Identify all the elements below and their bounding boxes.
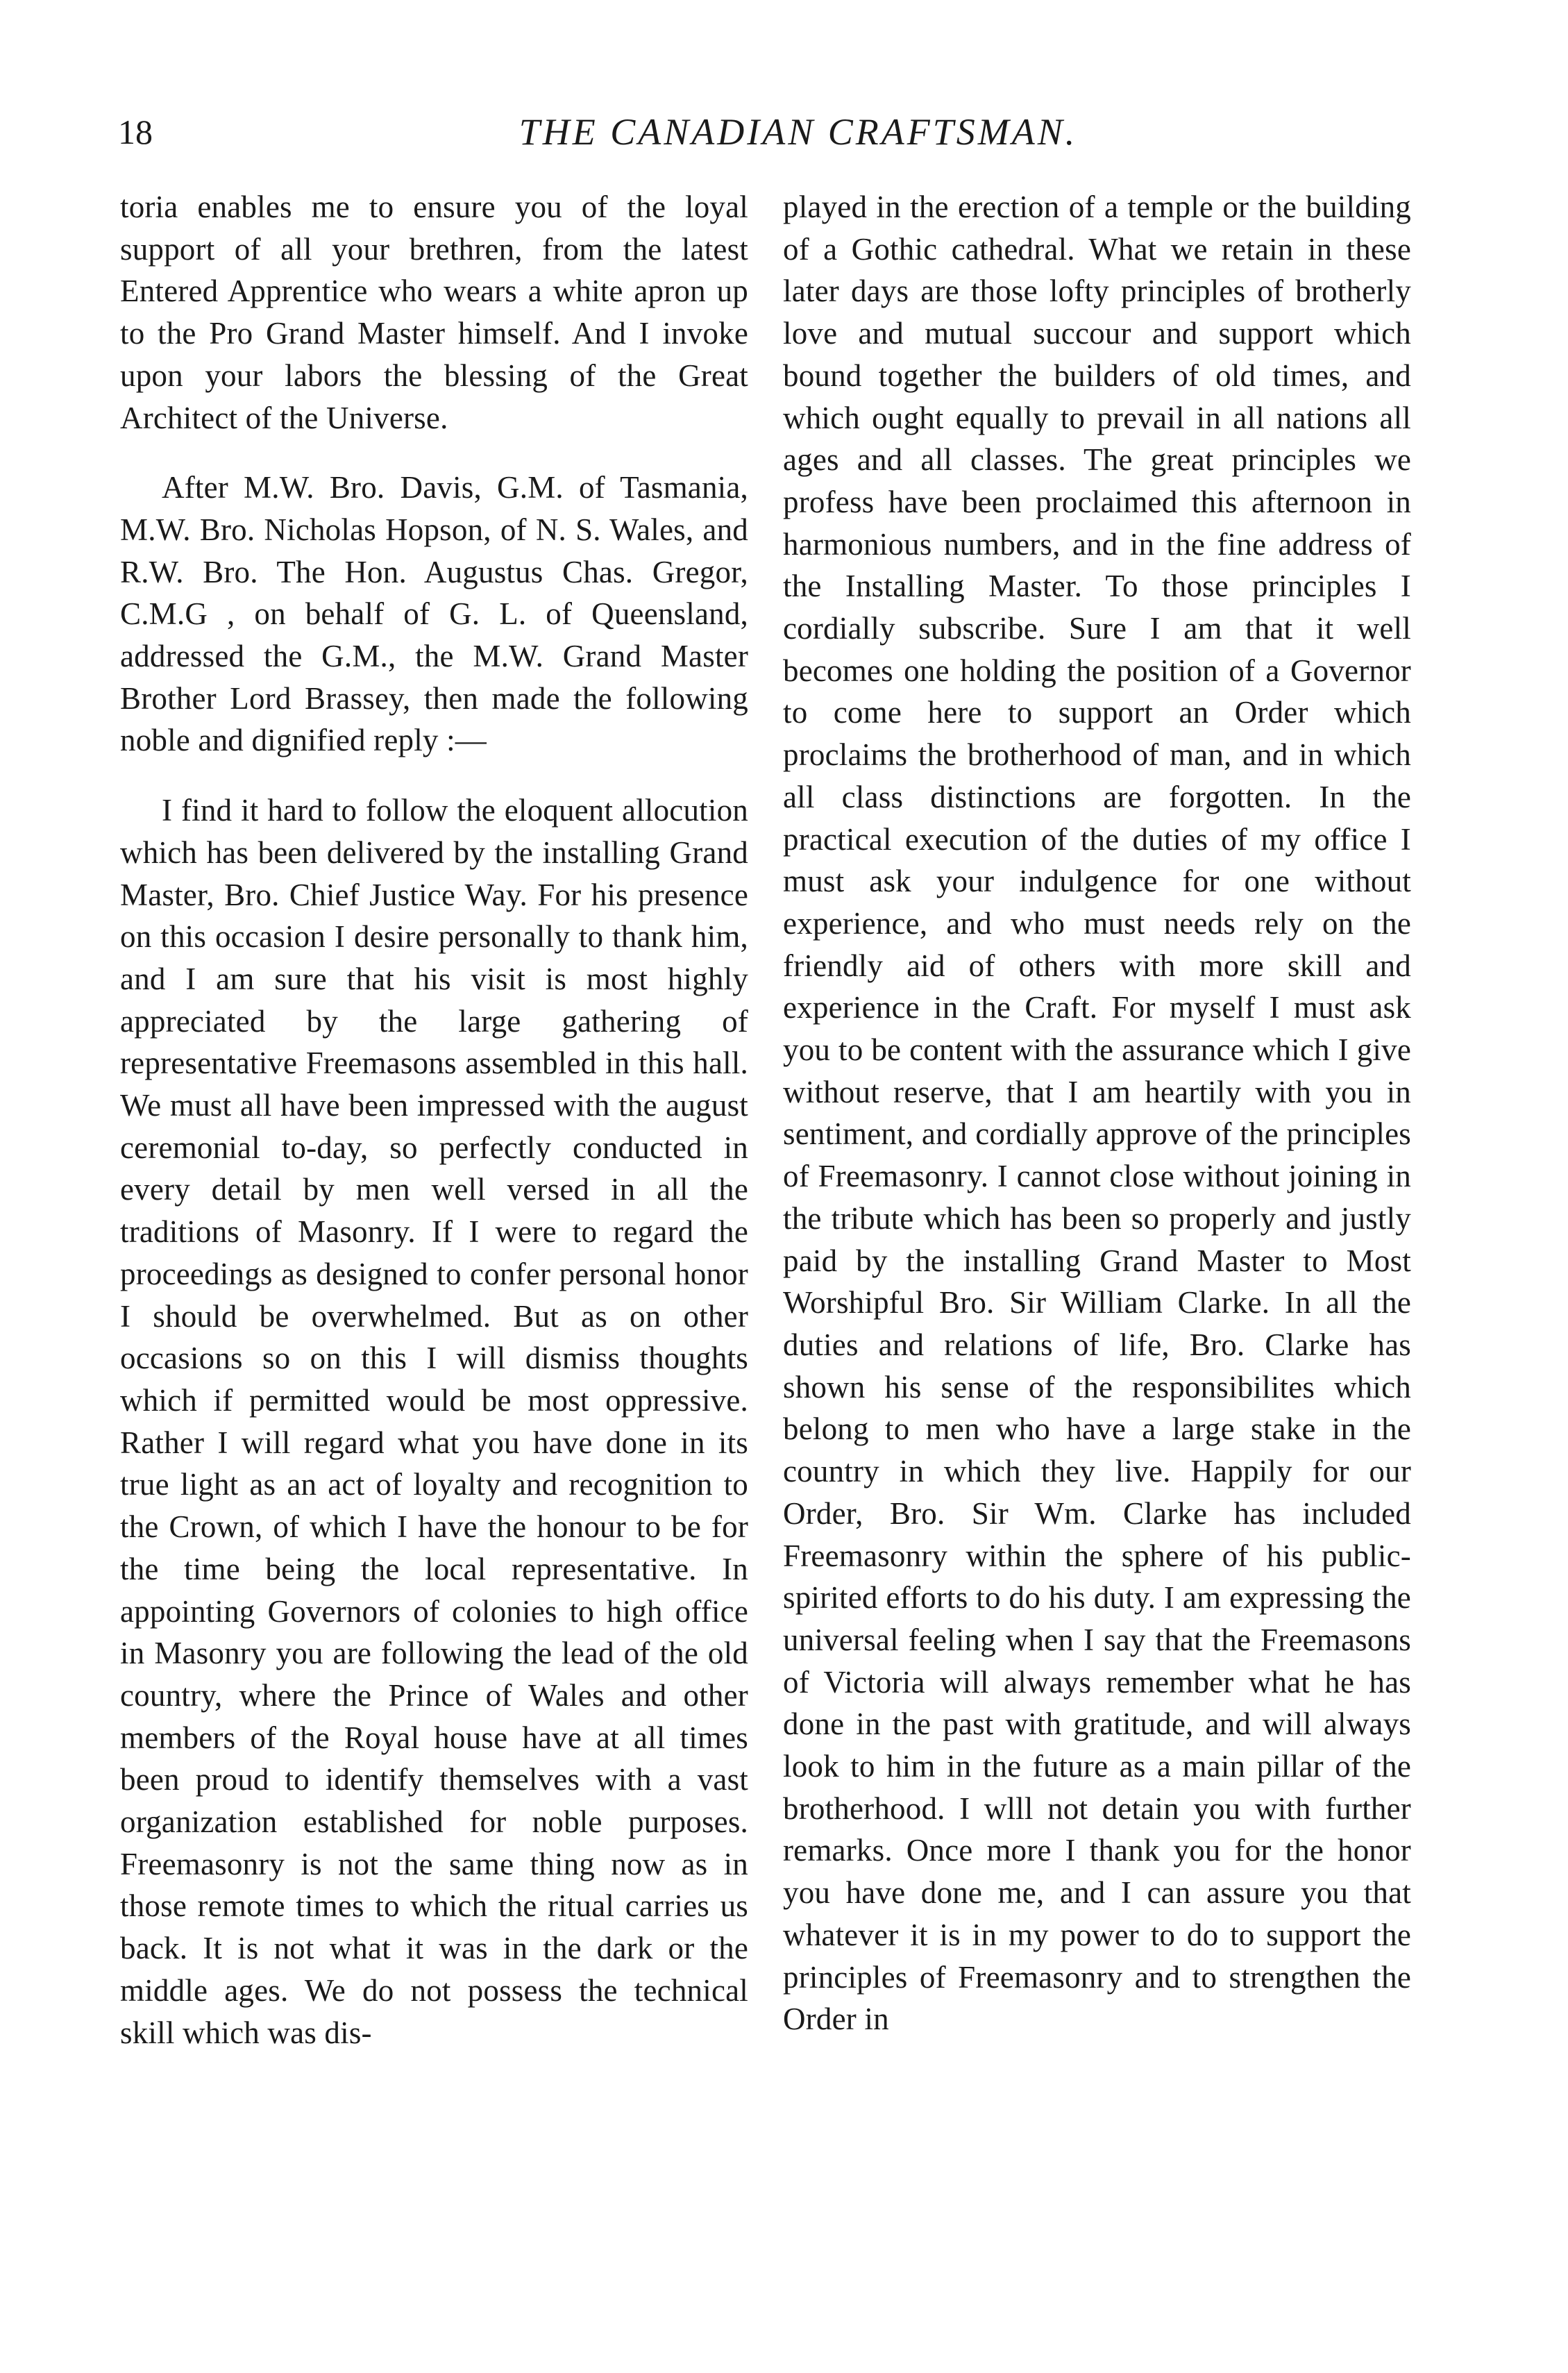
paragraph: After M.W. Bro. Davis, G.M. of Tasmania, M.W. Bro. Nicholas Hopson, of N. S. Wales, and R.W. Bro. The Hon. Augustus Chas. Gregor, C.M.G , on behalf of G. L. of Queensland, addressed the G.M., the M.W. Grand Master Brother Lord Brassey, then made the following noble and dignified reply :— xyxy=(120,470,748,758)
paragraph: I find it hard to follow the eloquent allocution which has been delivered by the installing Grand Master, Bro. Chief Justice Way. For his presence on this occasion I desire personally to thank him, and I am sure that his visit is most highly appreciated by the large gathering of representative Freemasons assembled in this hall. We must all have been impressed with the august ceremonial to-day, so perfectly conducted in every detail by men well versed in all the traditions of Masonry. If I were to regard the proceedings as designed to confer personal honor I should be overwhelmed. But as on other occasions so on this I will dismiss thoughts which if permitted would be most oppressive. Rather I will regard what you have done in its true light as an act of loyalty and recognition to the Crown, of which I have the honour to be for the time being the local representative. In appointing Governors of colonies to high office in Masonry you are following the lead of the old country, where the Prince of Wales and other members of the Royal house have at all times been proud to identify themselves with a vast organization established for noble purposes. Freemasonry is not the same thing now as in those remote times to which the ritual carries us back. It is not what it was in the dark or the middle ages. We do not possess the technical skill which was dis- xyxy=(120,793,748,2050)
paragraph: toria enables me to ensure you of the loyal support of all your brethren, from the latest Entered Apprentice who wears a white apron up to the Pro Grand Master himself. And I invoke upon your labors the blessing of the Great Architect of the Universe. xyxy=(120,190,748,435)
paragraph: played in the erection of a temple or the building of a Gothic cathedral. What we retain in these later days are those lofty principles of brotherly love and mutual succour and support which bound together the builders of old times, and which ought equally to prevail in all nations all ages and all classes. The great principles we profess have been proclaimed this afternoon in harmonious numbers, and in the fine address of the Installing Master. To those principles I cordially subscribe. Sure I am that it well becomes one holding the position of a Governor to come here to support an Order which proclaims the brotherhood of man, and in which all class distinctions are forgotten. In the practical execution of the duties of my office I must ask your indulgence for one without experience, and who must needs rely on the friendly aid of others with more skill and experience in the Craft. For myself I must ask you to be content with the assurance which I give without reserve, that I am heartily with you in sentiment, and cordially approve of the principles of Freemasonry. I cannot close without joining in the tribute which has been so properly and justly paid by the installing Grand Master to Most Worshipful Bro. Sir William Clarke. In all the duties and relations of life, Bro. Clarke has shown his sense of the responsibilites which belong to men who have a large stake in the country in which they live. Happily for our Order, Bro. Sir Wm. Clarke has included Freemasonry within the sphere of his public-spirited efforts to do his duty. I am expressing the universal feeling when I say that the Freemasons of Victoria will always remember what he has done in the past with gratitude, and will always look to him in the future as a main pillar of the brotherhood. I wlll not detain you with further remarks. Once more I thank you for the honor you have done me, and I can assure you that whatever it is in my power to do to support the principles of Freemasonry and to strengthen the Order in xyxy=(783,190,1411,2037)
left-column xyxy=(120,186,748,2054)
page-header xyxy=(118,111,1478,167)
running-title: THE CANADIAN CRAFTSMAN. xyxy=(519,111,1078,153)
page-number: 18 xyxy=(118,112,153,151)
right-column xyxy=(783,186,1411,2040)
